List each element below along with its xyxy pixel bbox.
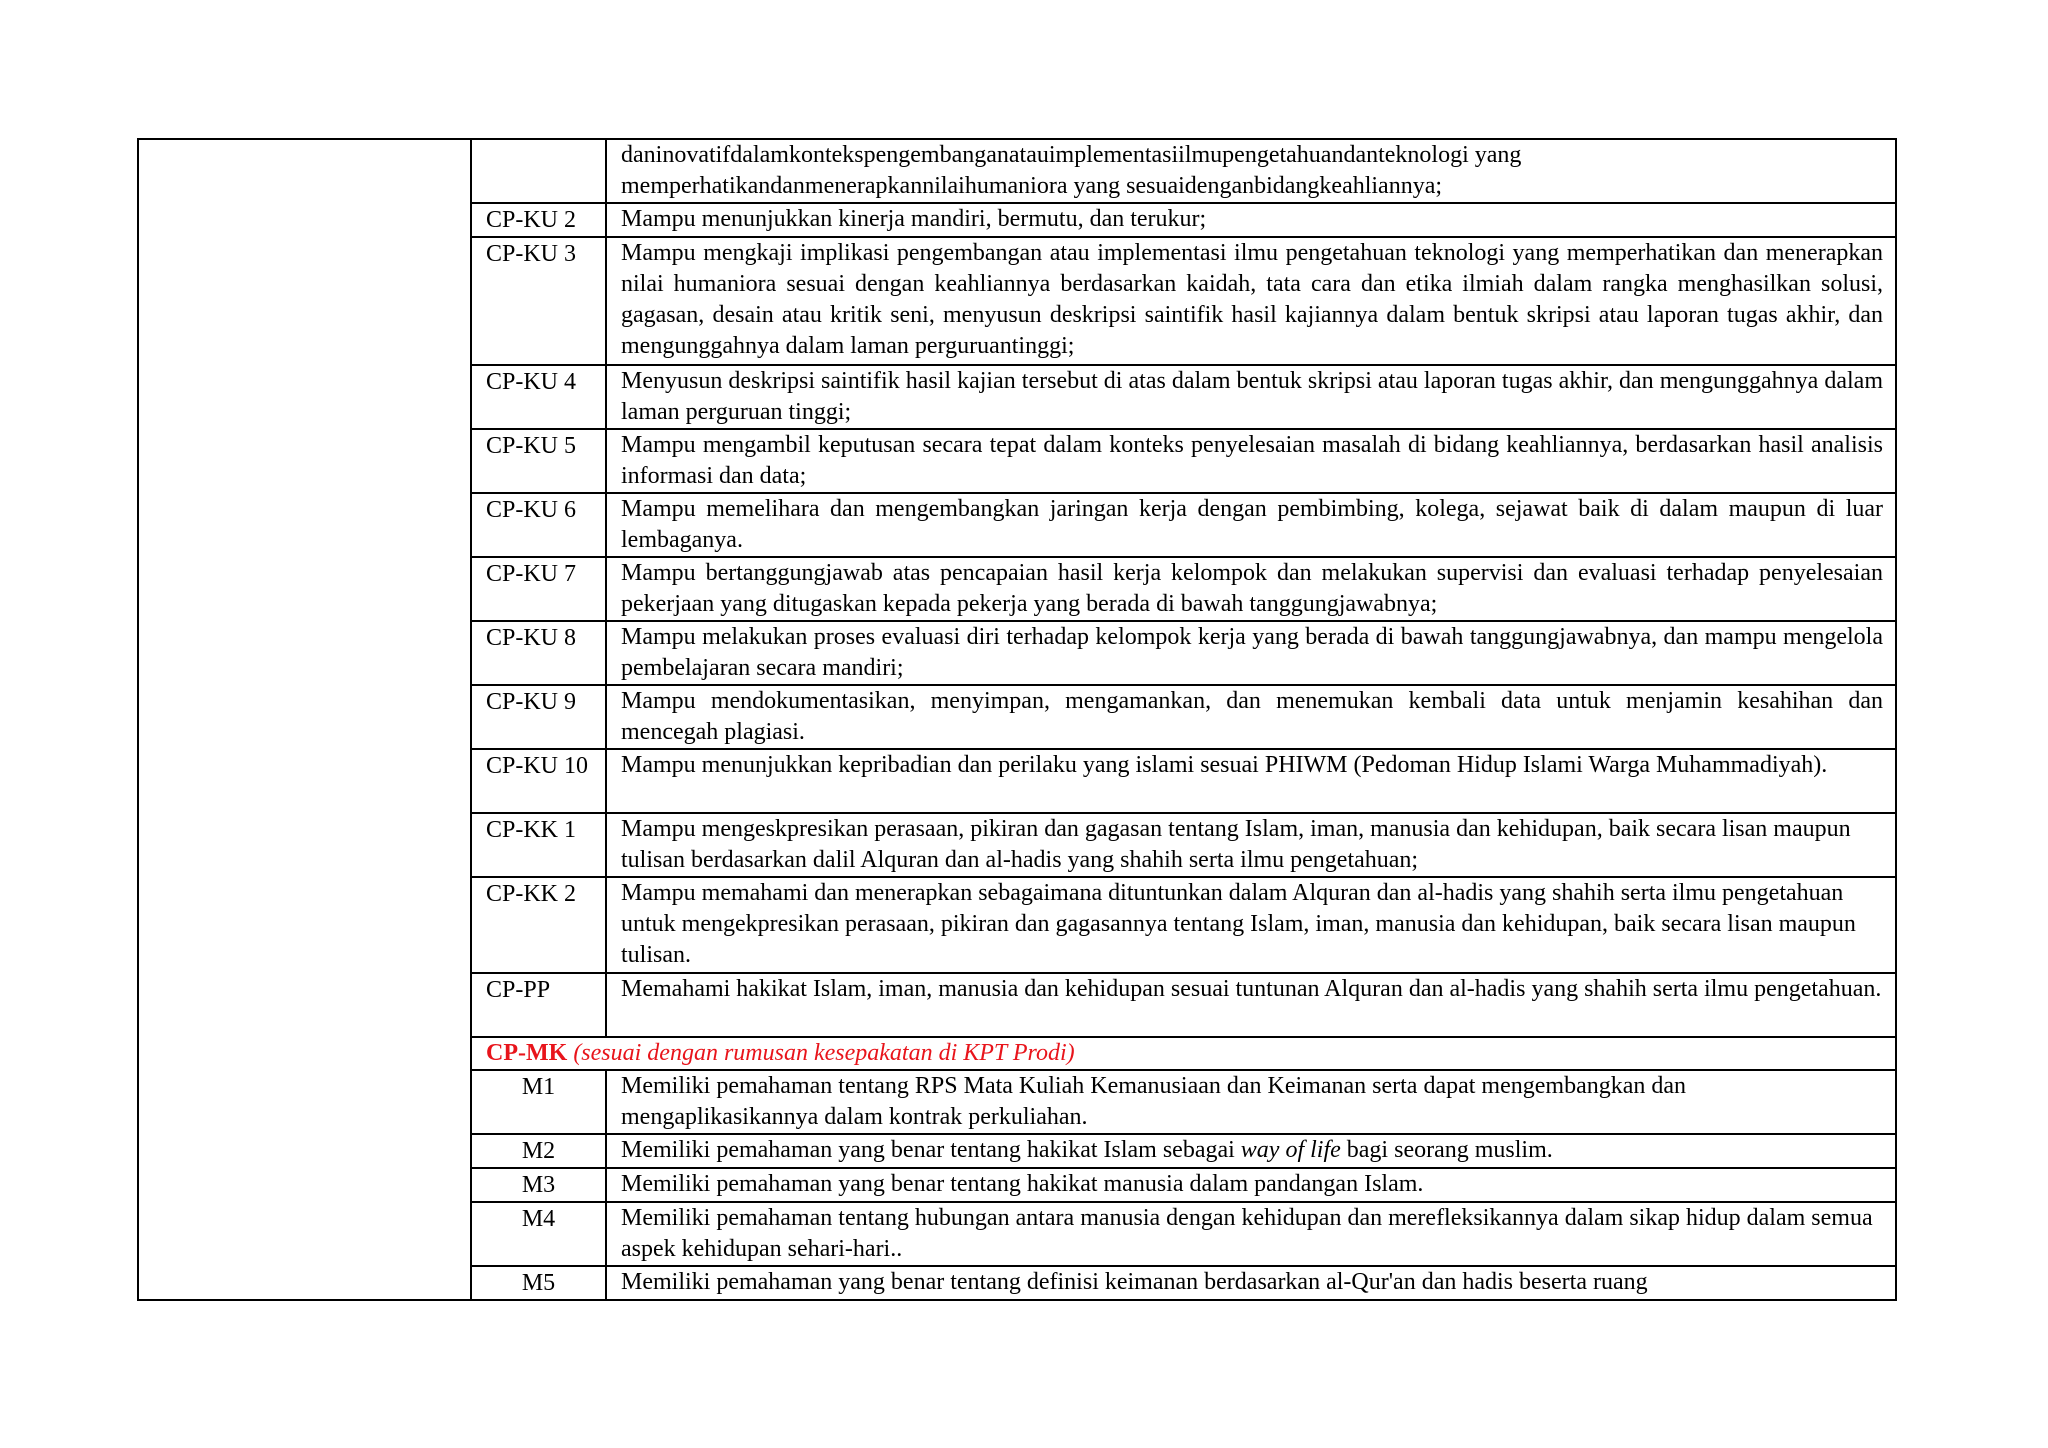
row-code: CP-KU 8 bbox=[471, 621, 606, 685]
cpmk-label: CP-MK bbox=[486, 1040, 568, 1066]
row-description: Memahami hakikat Islam, iman, manusia dan kehidupan sesuai tuntunan Alquran dan al-hadis yang shahih serta ilmu pengetahuan. bbox=[606, 973, 1896, 1037]
left-blank-column bbox=[138, 139, 471, 1300]
row-code: CP-KU 3 bbox=[471, 237, 606, 365]
mk-description: Memiliki pemahaman tentang RPS Mata Kuliah Kemanusiaan dan Keimanan serta dapat mengembangkan dan mengaplikasikannya dalam kontrak perkuliahan. bbox=[606, 1070, 1896, 1134]
row-code: CP-KU 2 bbox=[471, 203, 606, 237]
mk-description: Memiliki pemahaman tentang hubungan antara manusia dengan kehidupan dan merefleksikannya dalam sikap hidup dalam semua aspek kehidupan sehari-hari.. bbox=[606, 1202, 1896, 1266]
mk-description bbox=[606, 1134, 1896, 1168]
row-code: CP-KK 1 bbox=[471, 813, 606, 877]
row-description: Mampu memelihara dan mengembangkan jaringan kerja dengan pembimbing, kolega, sejawat baik di dalam maupun di luar lembaganya. bbox=[606, 493, 1896, 557]
row-code: CP-KU 7 bbox=[471, 557, 606, 621]
row-description: Mampu bertanggungjawab atas pencapaian hasil kerja kelompok dan melakukan supervisi dan evaluasi terhadap penyelesaian pekerjaan yang ditugaskan kepada pekerja yang berada di bawah tanggungjawabnya; bbox=[606, 557, 1896, 621]
row-code: CP-PP bbox=[471, 973, 606, 1037]
mk-code: M1 bbox=[471, 1070, 606, 1134]
cpmk-header bbox=[471, 1037, 1896, 1070]
mk-description: Memiliki pemahaman yang benar tentang definisi keimanan berdasarkan al-Qur'an dan hadis beserta ruang bbox=[606, 1266, 1896, 1300]
mk-code: M4 bbox=[471, 1202, 606, 1266]
mk-text-after: bagi seorang muslim. bbox=[1340, 1137, 1553, 1163]
mk-description: Memiliki pemahaman yang benar tentang hakikat manusia dalam pandangan Islam. bbox=[606, 1168, 1896, 1202]
row-description: Mampu mengeskpresikan perasaan, pikiran dan gagasan tentang Islam, iman, manusia dan kehidupan, baik secara lisan maupun tulisan berdasarkan dalil Alquran dan al-hadis yang shahih serta ilmu pengetahuan; bbox=[606, 813, 1896, 877]
row-description: daninovatifdalamkontekspengembanganatauimplementasiilmupengetahuandanteknologi yang memperhatikandanmenerapkannilaihumaniora yang sesuaidenganbidangkeahliannya; bbox=[606, 139, 1896, 203]
row-description: Menyusun deskripsi saintifik hasil kajian tersebut di atas dalam bentuk skripsi atau laporan tugas akhir, dan mengunggahnya dalam laman perguruan tinggi; bbox=[606, 365, 1896, 429]
cp-table bbox=[137, 138, 1897, 1301]
mk-code: M5 bbox=[471, 1266, 606, 1300]
table-row bbox=[138, 139, 1896, 203]
row-description: Mampu mengambil keputusan secara tepat dalam konteks penyelesaian masalah di bidang keahliannya, berdasarkan hasil analisis informasi dan data; bbox=[606, 429, 1896, 493]
row-description: Mampu menunjukkan kepribadian dan perilaku yang islami sesuai PHIWM (Pedoman Hidup Islami Warga Muhammadiyah). bbox=[606, 749, 1896, 813]
row-description: Mampu menunjukkan kinerja mandiri, bermutu, dan terukur; bbox=[606, 203, 1896, 237]
row-code: CP-KK 2 bbox=[471, 877, 606, 973]
row-description: Mampu memahami dan menerapkan sebagaimana dituntunkan dalam Alquran dan al-hadis yang shahih serta ilmu pengetahuan untuk mengekpresikan perasaan, pikiran dan gagasannya tentang Islam, iman, manusia dan kehidupan, baik secara lisan maupun tulisan. bbox=[606, 877, 1896, 973]
row-code bbox=[471, 139, 606, 203]
row-description: Mampu melakukan proses evaluasi diri terhadap kelompok kerja yang berada di bawah tanggungjawabnya, dan mampu mengelola pembelajaran secara mandiri; bbox=[606, 621, 1896, 685]
row-description: Mampu mendokumentasikan, menyimpan, mengamankan, dan menemukan kembali data untuk menjamin kesahihan dan mencegah plagiasi. bbox=[606, 685, 1896, 749]
mk-code: M3 bbox=[471, 1168, 606, 1202]
row-code: CP-KU 6 bbox=[471, 493, 606, 557]
row-code: CP-KU 5 bbox=[471, 429, 606, 493]
mk-text-italic: way of life bbox=[1240, 1137, 1341, 1163]
row-code: CP-KU 4 bbox=[471, 365, 606, 429]
row-code: CP-KU 10 bbox=[471, 749, 606, 813]
mk-text-before: Memiliki pemahaman yang benar tentang hakikat Islam sebagai bbox=[621, 1137, 1241, 1163]
row-description: Mampu mengkaji implikasi pengembangan atau implementasi ilmu pengetahuan teknologi yang memperhatikan dan menerapkan nilai humaniora sesuai dengan keahliannya berdasarkan kaidah, tata cara dan etika ilmiah dalam rangka menghasilkan solusi, gagasan, desain atau kritik seni, menyusun deskripsi saintifik hasil kajiannya dalam bentuk skripsi atau laporan tugas akhir, dan mengunggahnya dalam laman perguruantinggi; bbox=[606, 237, 1896, 365]
mk-code: M2 bbox=[471, 1134, 606, 1168]
row-code: CP-KU 9 bbox=[471, 685, 606, 749]
cpmk-note: (sesuai dengan rumusan kesepakatan di KPT Prodi) bbox=[573, 1040, 1075, 1066]
